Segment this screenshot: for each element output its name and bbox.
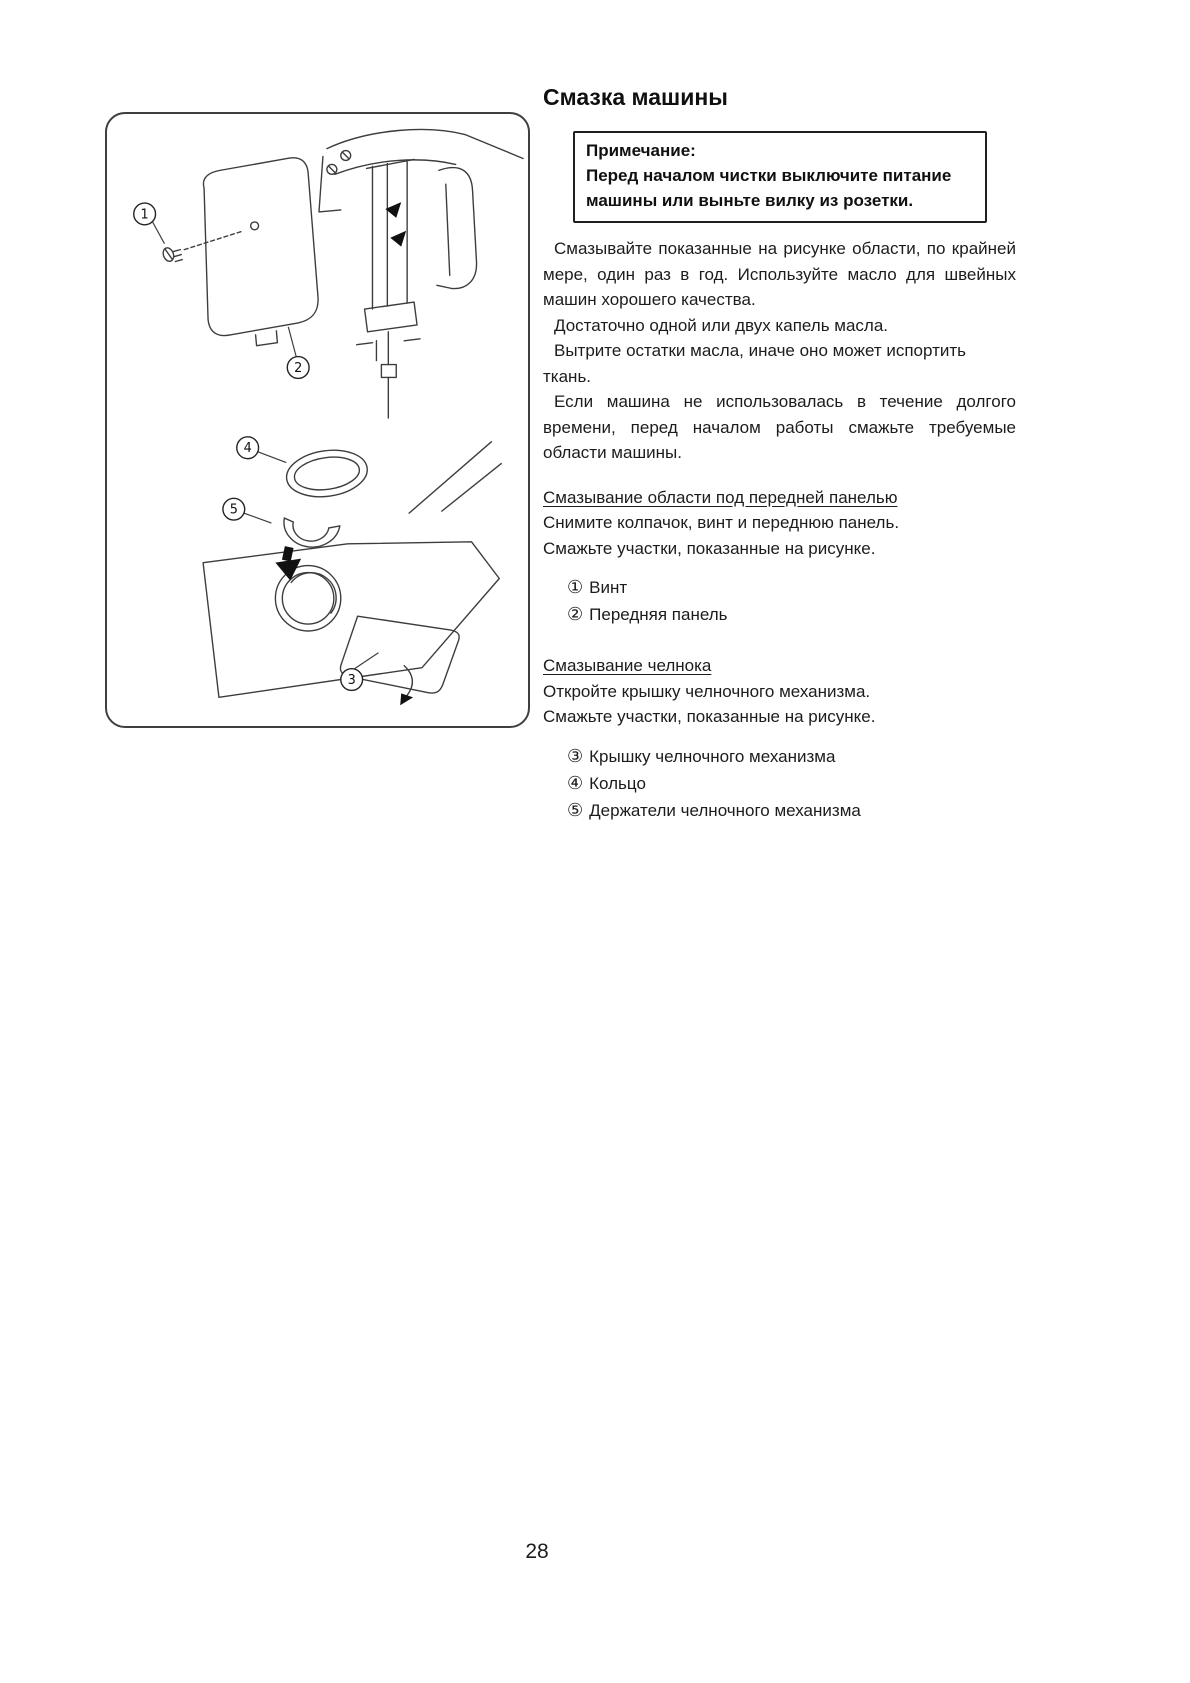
screw-drawing: [161, 246, 182, 262]
hook-legend: [543, 743, 1016, 824]
figure-box: [105, 112, 530, 728]
hook-line-1: Откройте крышку челночного механизма.: [543, 681, 871, 701]
legend-num-5: ⑤: [567, 799, 584, 820]
content-column: [543, 84, 1016, 824]
note-body: Перед началом чистки выключите питание машины или выньте вилку из розетки.: [586, 166, 952, 210]
front-panel-drawing: [161, 129, 523, 418]
legend-label-2: Передняя панель: [589, 605, 728, 624]
callout-3: [341, 669, 363, 691]
legend-label-5: Держатели челночного механизма: [589, 800, 861, 820]
intro-text: [543, 236, 1016, 466]
page-title: Смазка машины: [543, 84, 728, 110]
legend-label-4: Кольцо: [589, 773, 646, 793]
legend-item-holders: [567, 797, 1016, 824]
intro-paragraph-4: Если машина не использовалась в течение долгого времени, перед началом работы смажьте требуемые области машины.: [543, 392, 1016, 462]
front-panel-section-text: [543, 510, 1016, 561]
note-title: Примечание:: [586, 141, 696, 160]
legend-num-4: ④: [567, 772, 584, 793]
shuttle-holder-drawing: [284, 518, 340, 547]
legend-num-2: ②: [567, 604, 584, 624]
callout-2: [287, 357, 309, 379]
legend-item-front-panel: [567, 601, 1016, 628]
front-panel-line-1: Снимите колпачок, винт и переднюю панель.: [543, 513, 900, 532]
hook-line-2: Смажьте участки, показанные на рисунке.: [543, 707, 876, 726]
legend-num-1: ①: [567, 577, 584, 597]
page-number: 28: [525, 1540, 549, 1563]
callout-1: [134, 203, 156, 225]
hook-area-drawing: [203, 442, 501, 698]
hook-race-drawing: [275, 566, 340, 631]
front-panel-section-heading: Смазывание области под передней панелью: [543, 487, 898, 507]
callout-5: [223, 498, 245, 520]
note-box: [573, 131, 987, 223]
legend-item-ring: [567, 770, 1016, 797]
oil-point-arrows: [275, 202, 413, 705]
legend-item-hook-cover: [567, 743, 1016, 770]
ring-drawing: [284, 445, 371, 501]
intro-paragraph-3: Вытрите остатки масла, иначе оно может испортить ткань.: [543, 341, 967, 386]
svg-text:3: 3: [347, 672, 356, 688]
hook-section-heading: Смазывание челнока: [543, 656, 712, 675]
callout-4: [237, 437, 259, 459]
svg-text:2: 2: [294, 360, 303, 376]
legend-item-screw: [567, 574, 1016, 601]
legend-label-3: Крышку челночного механизма: [589, 746, 836, 766]
intro-paragraph-2: Достаточно одной или двух капель масла.: [554, 315, 889, 335]
legend-label-1: Винт: [589, 578, 628, 597]
callout-leaders: [153, 222, 379, 669]
svg-text:4: 4: [243, 441, 252, 457]
hook-section-text: [543, 679, 1016, 730]
machine-figure: [107, 114, 528, 726]
svg-text:1: 1: [140, 207, 149, 223]
front-panel-legend: [543, 574, 1016, 628]
intro-paragraph-1: Смазывайте показанные на рисунке области, по крайней мере, один раз в год. Используйте масло для швейных машин хорошего качества.: [543, 239, 1016, 309]
legend-num-3: ③: [567, 745, 584, 766]
svg-text:5: 5: [229, 502, 238, 518]
front-panel-line-2: Смажьте участки, показанные на рисунке.: [543, 538, 876, 558]
